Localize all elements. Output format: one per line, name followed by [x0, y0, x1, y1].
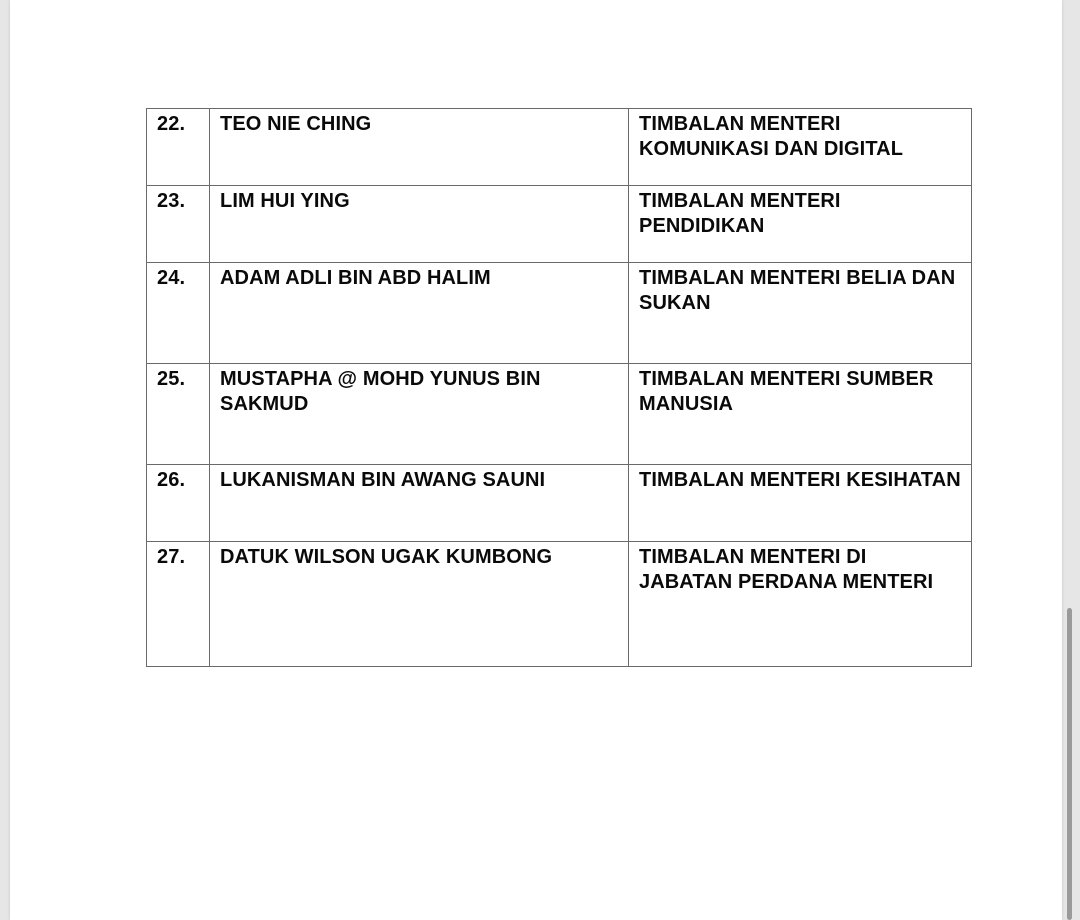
ministry-position: TIMBALAN MENTERI KESIHATAN — [629, 465, 972, 542]
row-number: 25. — [147, 364, 210, 465]
row-number: 24. — [147, 263, 210, 364]
member-name: MUSTAPHA @ MOHD YUNUS BIN SAKMUD — [210, 364, 629, 465]
row-number: 27. — [147, 542, 210, 667]
ministry-position: TIMBALAN MENTERI PENDIDIKAN — [629, 186, 972, 263]
member-name: ADAM ADLI BIN ABD HALIM — [210, 263, 629, 364]
member-name: LUKANISMAN BIN AWANG SAUNI — [210, 465, 629, 542]
row-number: 26. — [147, 465, 210, 542]
table-row — [147, 109, 972, 186]
table-row — [147, 186, 972, 263]
row-number: 22. — [147, 109, 210, 186]
table-row — [147, 364, 972, 465]
ministry-position: TIMBALAN MENTERI DI JABATAN PERDANA MENTERI — [629, 542, 972, 667]
table-row — [147, 465, 972, 542]
vertical-scrollbar-thumb[interactable] — [1067, 608, 1072, 920]
ministry-position: TIMBALAN MENTERI SUMBER MANUSIA — [629, 364, 972, 465]
row-number: 23. — [147, 186, 210, 263]
member-name: TEO NIE CHING — [210, 109, 629, 186]
ministry-position: TIMBALAN MENTERI KOMUNIKASI DAN DIGITAL — [629, 109, 972, 186]
table-row — [147, 263, 972, 364]
ministry-position: TIMBALAN MENTERI BELIA DAN SUKAN — [629, 263, 972, 364]
deputy-ministers-table — [146, 108, 972, 667]
member-name: DATUK WILSON UGAK KUMBONG — [210, 542, 629, 667]
document-page — [10, 0, 1062, 920]
member-name: LIM HUI YING — [210, 186, 629, 263]
table-row — [147, 542, 972, 667]
